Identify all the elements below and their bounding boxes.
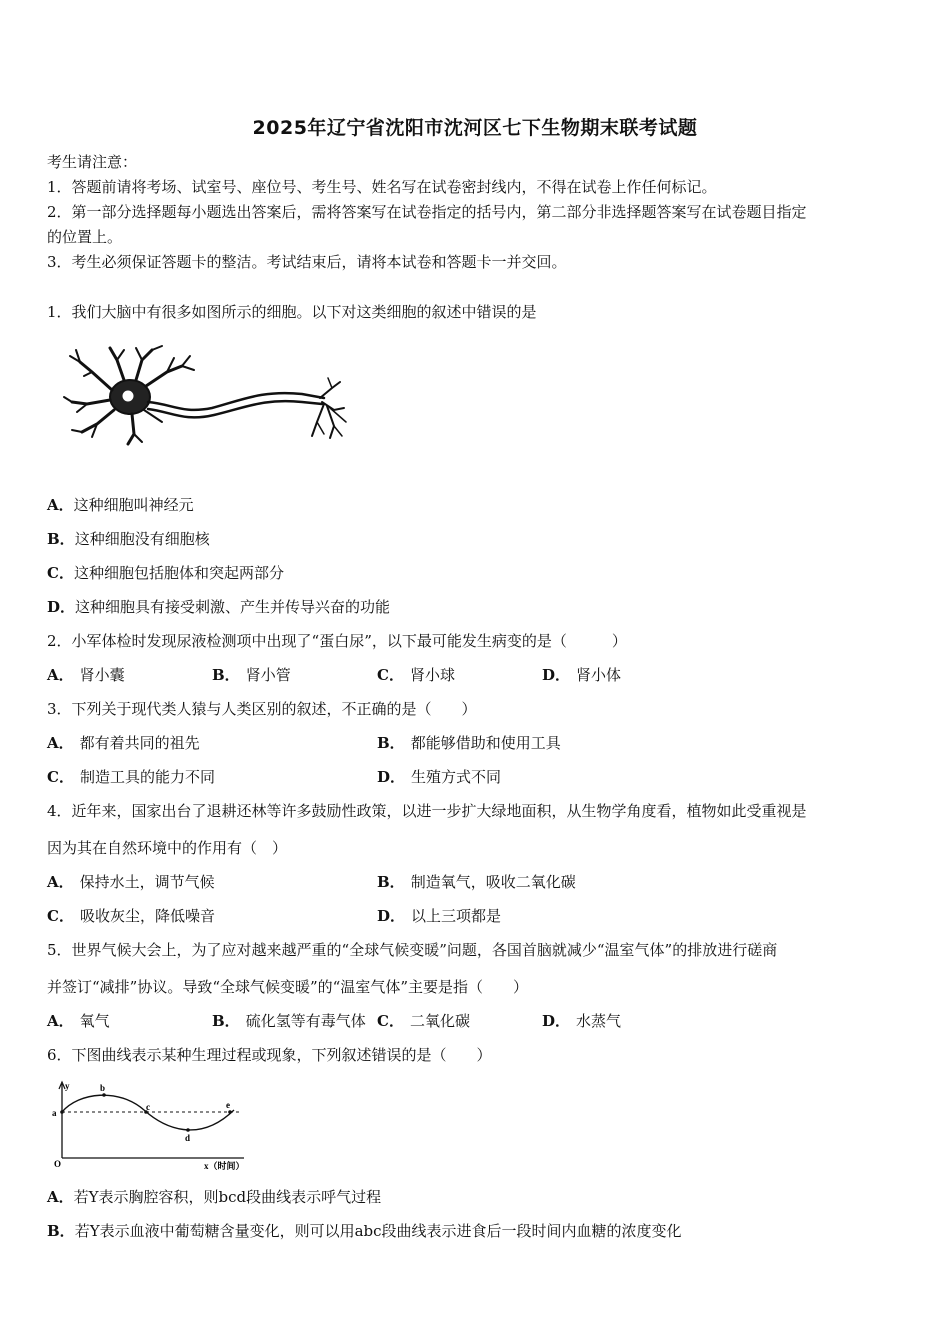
question-4-stem: 4．近年来，国家出台了退耕还林等许多鼓励性政策，以进一步扩大绿地面积，从生物学角度看，植物如此受重视是 <box>47 802 807 820</box>
q6-option-a[interactable] <box>47 1187 381 1207</box>
question-5-stem-cont: 并签订“减排”协议。导致“全球气候变暖”的“温室气体”主要是指（ ） <box>47 978 529 996</box>
option-label: A． <box>47 873 74 891</box>
question-4-stem-cont: 因为其在自然环境中的作用有（ ） <box>47 839 288 857</box>
q5-option-d[interactable] <box>542 1011 621 1031</box>
graph-point-label: d <box>185 1133 191 1143</box>
q1-option-d[interactable] <box>47 597 390 617</box>
option-text: 肾小球 <box>409 666 455 684</box>
q1-option-b[interactable] <box>47 529 210 549</box>
neuron-figure <box>62 342 347 447</box>
option-text: 这种细胞叫神经元 <box>73 496 194 514</box>
neuron-drawing-icon <box>62 342 347 447</box>
option-label: D． <box>377 768 406 786</box>
option-text: 这种细胞没有细胞核 <box>74 530 210 548</box>
option-text: 生殖方式不同 <box>411 768 502 786</box>
option-text: 二氧化碳 <box>409 1012 470 1030</box>
option-text: 硫化氢等有毒气体 <box>245 1012 366 1030</box>
q4-option-d[interactable] <box>377 906 501 926</box>
notice-heading: 考生请注意： <box>47 153 138 171</box>
graph-point-label: c <box>146 1102 150 1112</box>
q4-option-a[interactable] <box>47 872 215 892</box>
graph-y-label: y <box>65 1081 70 1091</box>
graph-point-label: e <box>226 1100 230 1110</box>
q5-option-c[interactable] <box>377 1011 470 1031</box>
option-label: C． <box>47 564 74 582</box>
option-label: A． <box>47 496 74 514</box>
question-2-stem: 2．小军体检时发现尿液检测项中出现了“蛋白尿”，以下最可能发生病变的是（ ） <box>47 632 627 650</box>
q5-option-b[interactable] <box>212 1011 366 1031</box>
option-text: 这种细胞具有接受刺激、产生并传导兴奋的功能 <box>75 598 391 616</box>
option-label: A． <box>47 666 74 684</box>
option-text: 肾小管 <box>245 666 291 684</box>
option-label: B． <box>377 873 405 891</box>
question-6-stem: 6．下图曲线表示某种生理过程或现象，下列叙述错误的是（ ） <box>47 1046 492 1064</box>
option-text: 保持水土，调节气候 <box>79 873 215 891</box>
curve-graph <box>44 1078 269 1170</box>
q2-option-a[interactable] <box>47 665 125 685</box>
option-label: A． <box>47 1188 74 1206</box>
option-label: B． <box>377 734 405 752</box>
option-text: 肾小囊 <box>79 666 125 684</box>
q2-option-d[interactable] <box>542 665 621 685</box>
option-label: B． <box>47 1222 75 1240</box>
graph-origin-label: O <box>54 1159 62 1169</box>
option-label: B． <box>47 530 75 548</box>
q6-option-b[interactable] <box>47 1221 682 1241</box>
q3-option-a[interactable] <box>47 733 200 753</box>
q2-option-b[interactable] <box>212 665 291 685</box>
option-text: 都有着共同的祖先 <box>79 734 200 752</box>
option-label: A． <box>47 734 74 752</box>
q3-option-c[interactable] <box>47 767 215 787</box>
option-label: D． <box>542 1012 571 1030</box>
option-text: 若Y表示胸腔容积，则bcd段曲线表示呼气过程 <box>73 1188 382 1206</box>
q4-option-b[interactable] <box>377 872 576 892</box>
option-text: 水蒸气 <box>576 1012 622 1030</box>
option-text: 都能够借助和使用工具 <box>410 734 561 752</box>
graph-point-label: b <box>100 1083 106 1093</box>
curve-graph-figure <box>44 1078 269 1170</box>
option-text: 以上三项都是 <box>411 907 502 925</box>
notice-item: 2．第一部分选择题每小题选出答案后，需将答案写在试卷指定的括号内，第二部分非选择题答案写在试卷题目指定 <box>47 203 807 221</box>
q3-option-b[interactable] <box>377 733 561 753</box>
option-label: C． <box>377 666 404 684</box>
option-label: A． <box>47 1012 74 1030</box>
question-5-stem: 5．世界气候大会上，为了应对越来越严重的“全球气候变暖”问题，各国首脑就减少“温室气体”的排放进行磋商 <box>47 941 778 959</box>
option-label: D． <box>542 666 571 684</box>
option-label: D． <box>377 907 406 925</box>
option-text: 若Y表示血液中葡萄糖含量变化，则可以用abc段曲线表示进食后一段时间内血糖的浓度变化 <box>74 1222 682 1240</box>
option-label: D． <box>47 598 76 616</box>
notice-item: 3．考生必须保证答题卡的整洁。考试结束后，请将本试卷和答题卡一并交回。 <box>47 253 567 271</box>
option-text: 氧气 <box>79 1012 110 1030</box>
notice-item: 的位置上。 <box>47 228 123 246</box>
q1-option-a[interactable] <box>47 495 194 515</box>
option-text: 吸收灰尘，降低噪音 <box>79 907 215 925</box>
option-text: 这种细胞包括胞体和突起两部分 <box>73 564 284 582</box>
q5-option-a[interactable] <box>47 1011 110 1031</box>
q3-option-d[interactable] <box>377 767 501 787</box>
option-label: C． <box>47 768 74 786</box>
option-label: B． <box>212 666 240 684</box>
graph-x-label: x（时间） <box>204 1161 245 1170</box>
q4-option-c[interactable] <box>47 906 215 926</box>
question-1-stem: 1．我们大脑中有很多如图所示的细胞。以下对这类细胞的叙述中错误的是 <box>47 303 537 321</box>
option-label: C． <box>377 1012 404 1030</box>
notice-item: 1．答题前请将考场、试室号、座位号、考生号、姓名写在试卷密封线内，不得在试卷上作任何标记。 <box>47 178 717 196</box>
q1-option-c[interactable] <box>47 563 284 583</box>
option-label: B． <box>212 1012 240 1030</box>
option-text: 制造氧气，吸收二氧化碳 <box>410 873 576 891</box>
graph-point-label: a <box>52 1108 57 1118</box>
option-label: C． <box>47 907 74 925</box>
page-title: 2025年辽宁省沈阳市沈河区七下生物期末联考试题 <box>252 117 698 139</box>
q2-option-c[interactable] <box>377 665 455 685</box>
option-text: 肾小体 <box>576 666 622 684</box>
question-3-stem: 3．下列关于现代类人猿与人类区别的叙述，不正确的是（ ） <box>47 700 477 718</box>
option-text: 制造工具的能力不同 <box>79 768 215 786</box>
